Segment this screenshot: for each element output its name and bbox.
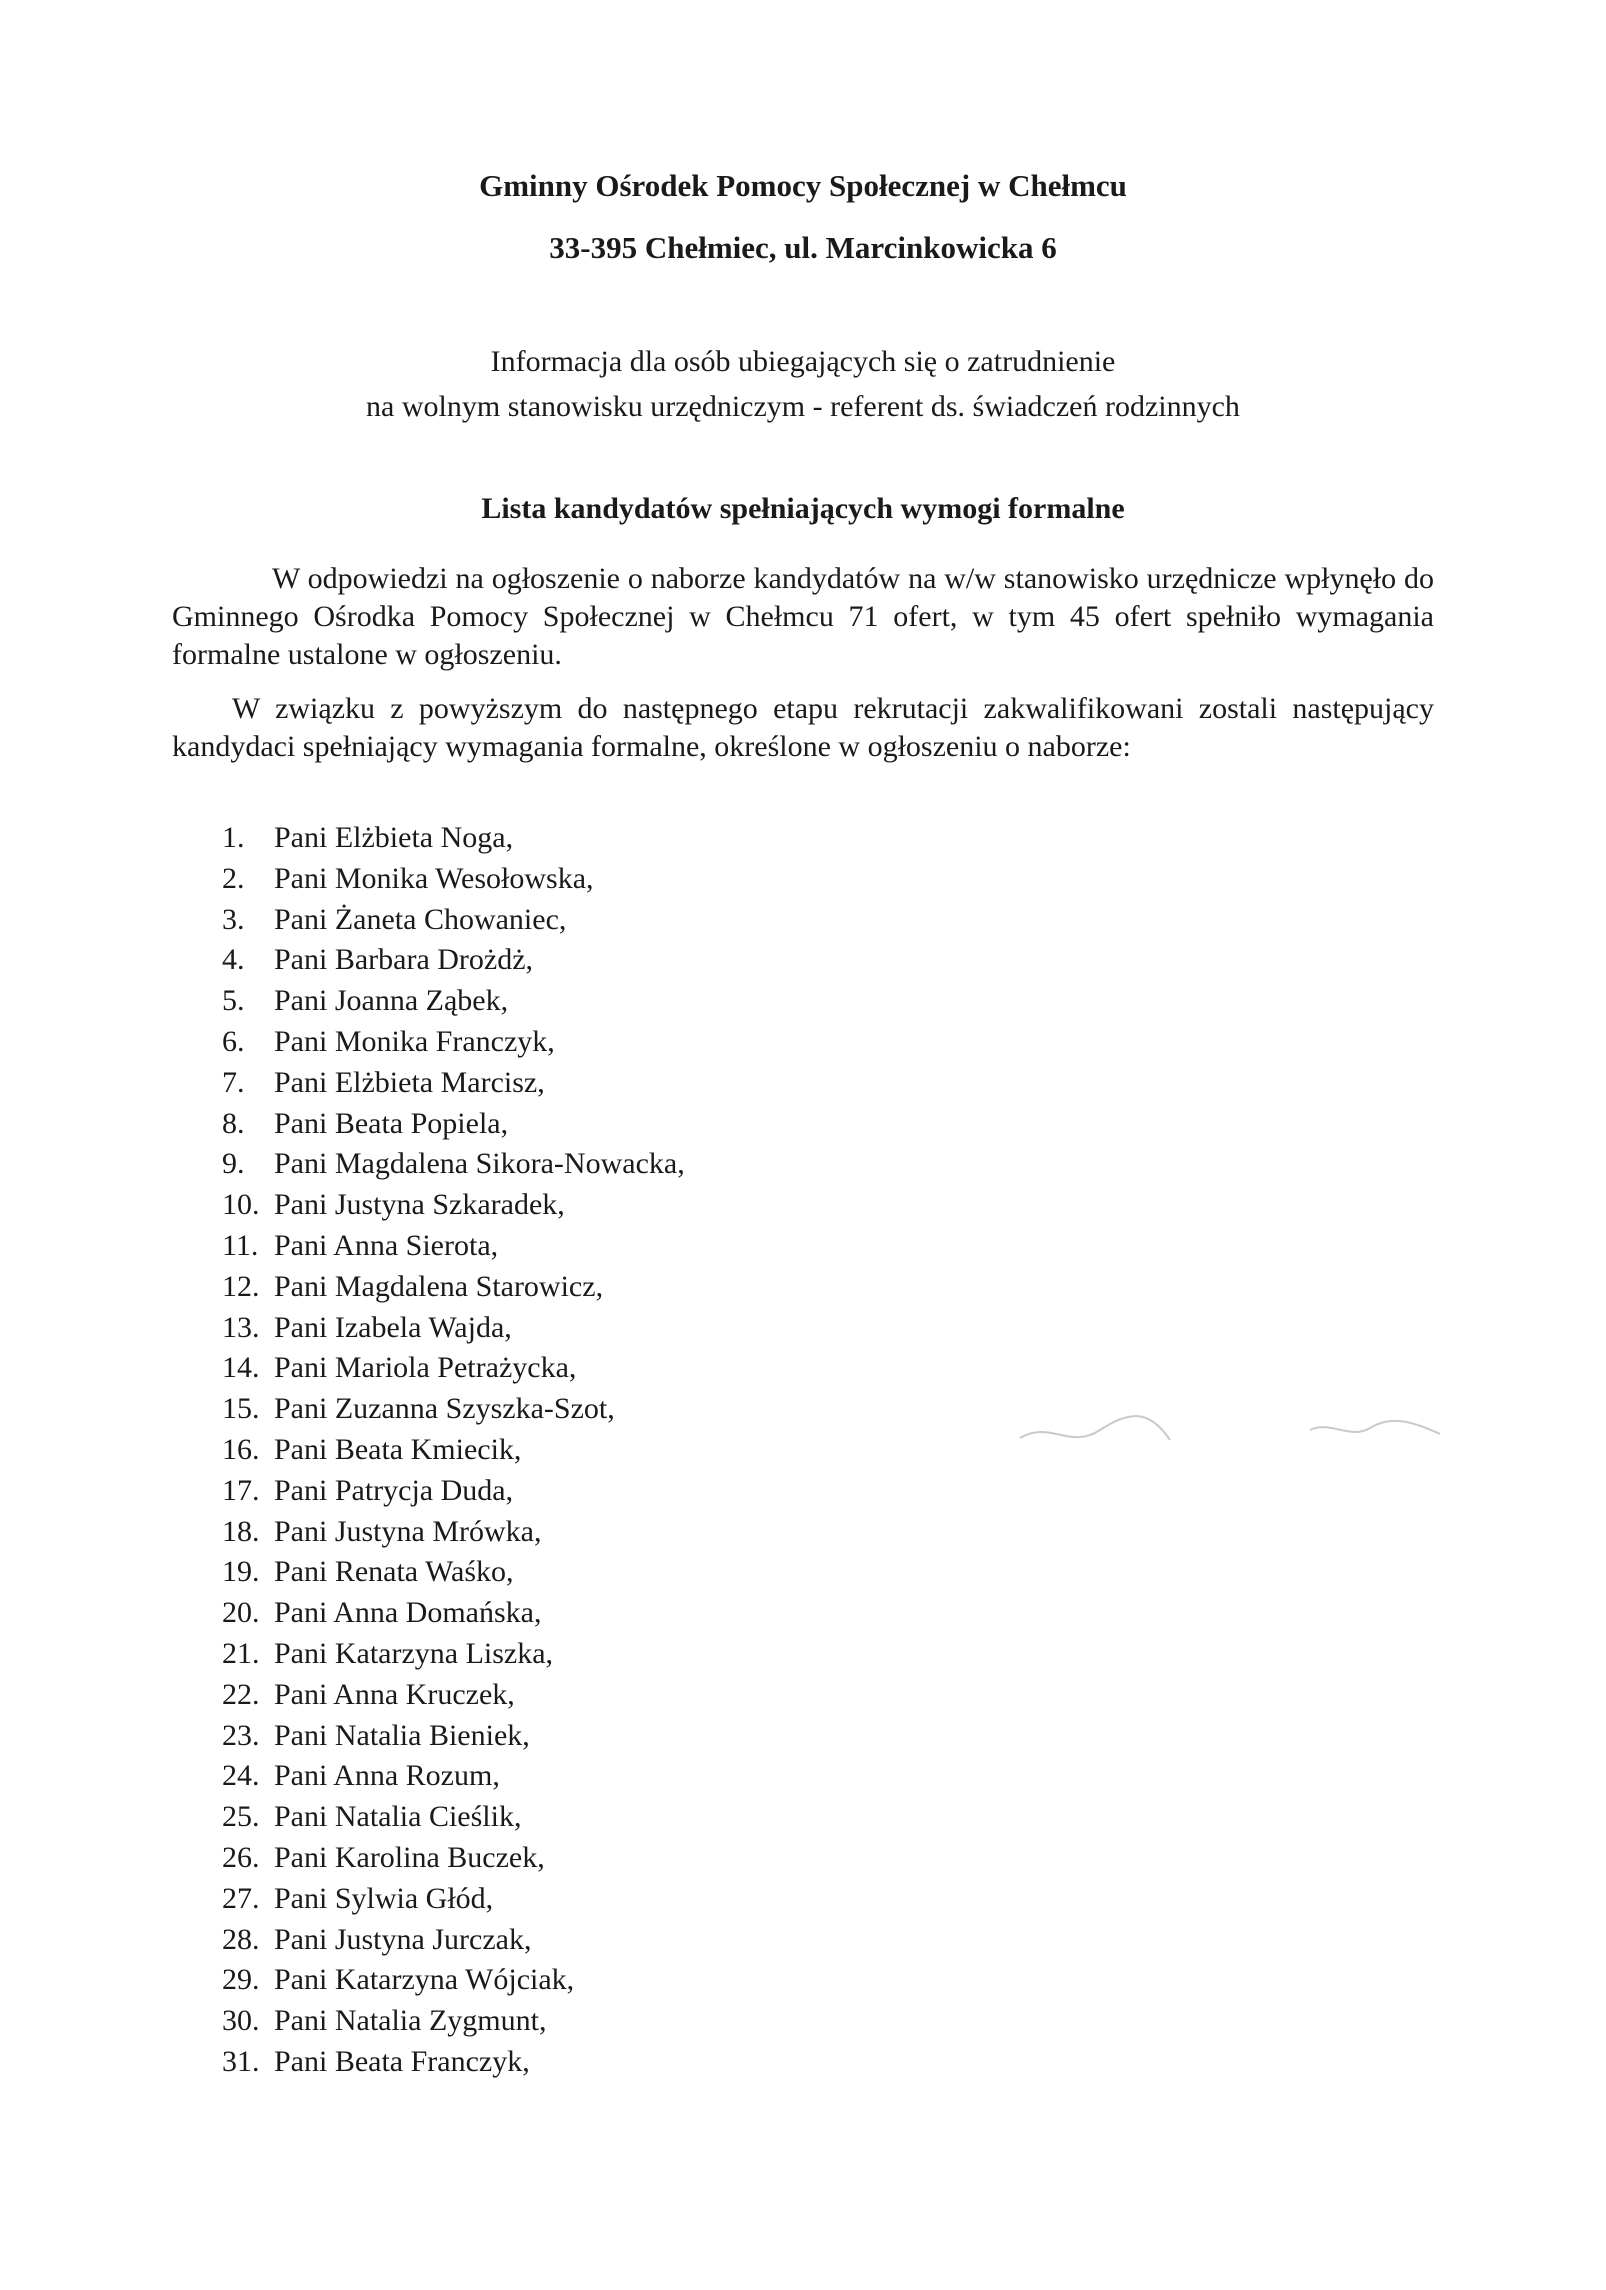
candidate-item (222, 1348, 685, 1389)
candidate-name: Pani Natalia Bieniek, (274, 1718, 530, 1752)
candidate-item (222, 1308, 685, 1349)
candidate-item (222, 859, 685, 900)
list-title: Lista kandydatów spełniających wymogi formalne (481, 492, 1125, 525)
candidate-item (222, 1838, 685, 1879)
candidate-item (222, 1512, 685, 1553)
candidate-item (222, 1104, 685, 1145)
candidate-number: 26. (222, 1840, 260, 1874)
candidate-item (222, 1552, 685, 1593)
candidate-name: Pani Izabela Wajda, (274, 1310, 512, 1344)
candidate-item (222, 818, 685, 859)
candidate-name: Pani Justyna Szkaradek, (274, 1188, 565, 1222)
paragraph-qualified (172, 690, 1434, 766)
candidate-list (222, 818, 685, 2083)
candidate-name: Pani Mariola Petrażycka, (274, 1351, 577, 1385)
candidate-name: Pani Patrycja Duda, (274, 1473, 514, 1507)
candidate-name: Pani Beata Franczyk, (274, 2044, 530, 2078)
candidate-number: 14. (222, 1351, 260, 1385)
candidate-number: 21. (222, 1636, 260, 1670)
candidate-name: Pani Zuzanna Szyszka-Szot, (274, 1392, 615, 1426)
candidate-name: Pani Karolina Buczek, (274, 1840, 545, 1874)
candidate-number: 3. (222, 902, 245, 936)
candidate-number: 25. (222, 1800, 260, 1834)
candidate-number: 29. (222, 1963, 260, 1997)
candidate-number: 18. (222, 1514, 260, 1548)
candidate-item (222, 1920, 685, 1961)
candidate-number: 24. (222, 1759, 260, 1793)
candidate-name: Pani Sylwia Głód, (274, 1881, 494, 1915)
candidate-name: Pani Elżbieta Noga, (274, 821, 514, 854)
candidate-name: Pani Magdalena Sikora-Nowacka, (274, 1147, 685, 1181)
candidate-name: Pani Barbara Drożdż, (274, 943, 534, 977)
candidate-number: 9. (222, 1147, 245, 1181)
candidate-item (222, 1960, 685, 2001)
candidate-item (222, 1756, 685, 1797)
candidate-number: 5. (222, 984, 245, 1018)
candidate-number: 1. (222, 821, 245, 854)
candidate-number: 19. (222, 1555, 260, 1589)
candidate-item (222, 1022, 685, 1063)
candidate-name: Pani Natalia Cieślik, (274, 1800, 522, 1834)
info-line-1: Informacja dla osób ubiegających się o zatrudnienie (490, 345, 1116, 378)
candidate-name: Pani Elżbieta Marcisz, (274, 1065, 545, 1099)
candidate-name: Pani Anna Sierota, (274, 1228, 499, 1262)
candidate-number: 22. (222, 1677, 260, 1711)
candidate-number: 2. (222, 861, 245, 895)
candidate-name: Pani Renata Waśko, (274, 1555, 514, 1589)
organization-address: 33-395 Chełmiec, ul. Marcinkowicka 6 (549, 230, 1057, 265)
candidate-item (222, 1675, 685, 1716)
candidate-name: Pani Joanna Ząbek, (274, 984, 509, 1018)
candidate-item (222, 1471, 685, 1512)
candidate-name: Pani Justyna Jurczak, (274, 1922, 532, 1956)
info-line-2: na wolnym stanowisku urzędniczym - referent ds. świadczeń rodzinnych (366, 390, 1240, 423)
candidate-item (222, 1144, 685, 1185)
candidate-name: Pani Żaneta Chowaniec, (274, 902, 567, 936)
candidate-number: 8. (222, 1106, 245, 1140)
candidate-name: Pani Natalia Zygmunt, (274, 2004, 547, 2038)
candidate-item (222, 940, 685, 981)
candidate-item (222, 2001, 685, 2042)
candidate-item (222, 1430, 685, 1471)
candidate-number: 31. (222, 2044, 260, 2078)
candidate-item (222, 1593, 685, 1634)
candidate-name: Pani Beata Popiela, (274, 1106, 509, 1140)
candidate-number: 17. (222, 1473, 260, 1507)
candidate-item (222, 1879, 685, 1920)
candidate-number: 10. (222, 1188, 260, 1222)
paragraph-offers-text: W odpowiedzi na ogłoszenie o naborze kandydatów na w/w stanowisko urzędnicze wpłynęło do Gminnego Ośrodka Pomocy Społecznej w Chełmcu 71 ofert, w tym 45 ofert spełniło wymagania formalne ustalone w ogłoszeniu. (172, 562, 1434, 671)
paragraph-qualified-text: W związku z powyższym do następnego etapu rekrutacji zakwalifikowani zostali następujący kandydaci spełniający wymagania formalne, określone w ogłoszeniu o naborze: (172, 692, 1434, 763)
candidate-item (222, 1267, 685, 1308)
candidate-item (222, 1226, 685, 1267)
candidate-item (222, 2042, 685, 2083)
candidate-number: 7. (222, 1065, 245, 1099)
candidate-name: Pani Katarzyna Liszka, (274, 1636, 554, 1670)
candidate-item (222, 1797, 685, 1838)
candidate-name: Pani Beata Kmiecik, (274, 1432, 522, 1466)
candidate-name: Pani Anna Kruczek, (274, 1677, 515, 1711)
candidate-number: 27. (222, 1881, 260, 1915)
candidate-name: Pani Anna Domańska, (274, 1596, 542, 1630)
candidate-item (222, 1389, 685, 1430)
candidate-name: Pani Monika Wesołowska, (274, 861, 594, 895)
candidate-number: 11. (222, 1228, 259, 1262)
candidate-item (222, 1716, 685, 1757)
candidate-number: 13. (222, 1310, 260, 1344)
candidate-number: 20. (222, 1596, 260, 1630)
candidate-number: 16. (222, 1432, 260, 1466)
candidate-name: Pani Magdalena Starowicz, (274, 1269, 604, 1303)
candidate-name: Pani Anna Rozum, (274, 1759, 500, 1793)
candidate-name: Pani Monika Franczyk, (274, 1024, 555, 1058)
candidate-item (222, 1063, 685, 1104)
candidate-number: 28. (222, 1922, 260, 1956)
candidate-item (222, 900, 685, 941)
candidate-number: 23. (222, 1718, 260, 1752)
organization-name: Gminny Ośrodek Pomocy Społecznej w Chełmcu (479, 168, 1127, 203)
faint-signature-mark (1010, 1400, 1450, 1460)
candidate-item (222, 1185, 685, 1226)
candidate-number: 12. (222, 1269, 260, 1303)
candidate-number: 30. (222, 2004, 260, 2038)
candidate-number: 15. (222, 1392, 260, 1426)
candidate-name: Pani Katarzyna Wójciak, (274, 1963, 575, 1997)
candidate-number: 4. (222, 943, 245, 977)
candidate-name: Pani Justyna Mrówka, (274, 1514, 542, 1548)
candidate-item (222, 981, 685, 1022)
paragraph-offers (172, 560, 1434, 674)
candidate-item (222, 1634, 685, 1675)
candidate-number: 6. (222, 1024, 245, 1058)
